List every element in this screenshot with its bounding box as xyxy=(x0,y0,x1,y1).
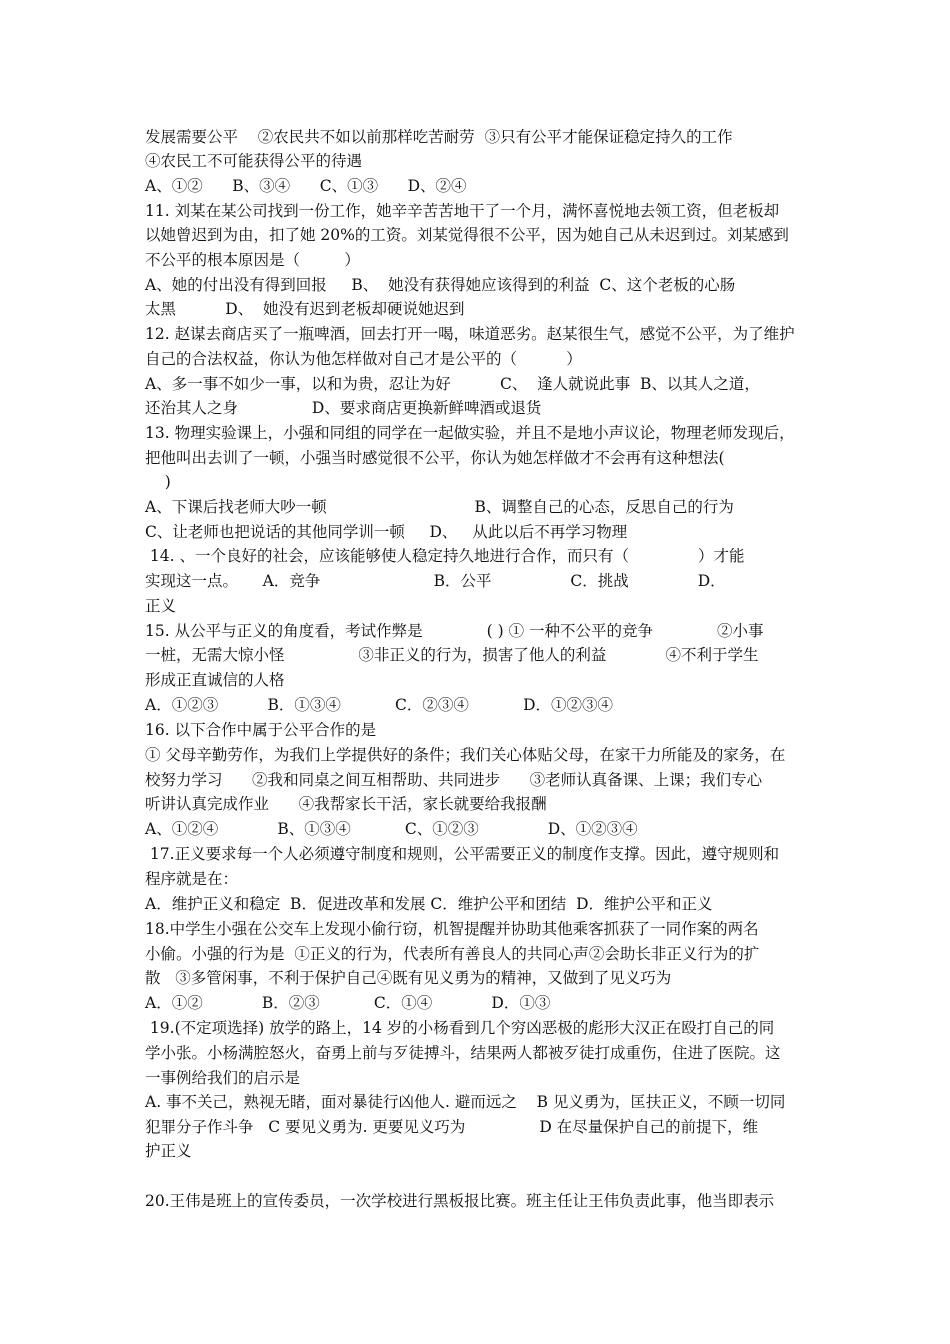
text-line: A、她的付出没有得到回报 B、 她没有获得她应该得到的利益 C、这个老板的心肠 xyxy=(145,276,736,294)
text-line: 以她曾迟到为由，扣了她 20%的工资。刘某觉得很不公平，因为她自己从未迟到过。刘某感到 xyxy=(145,226,789,244)
text-line: 学小张。小杨满腔怒火，奋勇上前与歹徒搏斗，结果两人都被歹徒打成重伤，住进了医院。这 xyxy=(145,1044,781,1062)
text-line: 11. 刘某在某公司找到一份工作，她辛辛苦苦地干了一个月，满怀喜悦地去领工资，但老板却 xyxy=(145,202,780,220)
text-line: A. 事不关己，熟视无睹，面对暴徒行凶他人. 避而远之 B 见义勇为，匡扶正义，不顾一切同 xyxy=(145,1093,786,1111)
text-line: 散 ③多管闲事，不利于保护自己④既有见义勇为的精神，又做到了见义巧为 xyxy=(145,969,672,987)
text-line: 20.王伟是班上的宣传委员，一次学校进行黑板报比赛。班主任让王伟负责此事，他当即表示 xyxy=(145,1192,775,1210)
text-line: 正义 xyxy=(145,597,177,615)
text-line: A．①② B．②③ C．①④ D．①③ xyxy=(145,994,551,1012)
text-line: C、让老师也把说话的其他同学训一顿 D、 从此以后不再学习物理 xyxy=(145,523,628,541)
text-line: A、下课后找老师大吵一顿 B、调整自己的心态，反思自己的行为 xyxy=(145,498,734,516)
text-line: 12. 赵谋去商店买了一瓶啤酒，回去打开一喝，味道恶劣。赵某很生气，感觉不公平，为了维护 xyxy=(145,325,795,343)
text-line: 护正义 xyxy=(145,1142,192,1160)
text-line: 把他叫出去训了一顿，小强当时感觉很不公平，你认为她怎样做才不会再有这种想法( xyxy=(145,449,725,467)
text-line: 还治其人之身 D、要求商店更换新鲜啤酒或退货 xyxy=(145,399,542,417)
text-line: 一事例给我们的启示是 xyxy=(145,1069,301,1087)
text-line: 校努力学习 ②我和同桌之间互相帮助、共同进步 ③老师认真备课、上课；我们专心 xyxy=(145,771,763,789)
text-line: A、多一事不如少一事，以和为贵，忍让为好 C、 逢人就说此事 B、以其人之道， xyxy=(145,375,760,393)
text-line: 16. 以下合作中属于公平合作的是 xyxy=(145,721,377,739)
text-line: 不公平的根本原因是（ ） xyxy=(145,251,360,269)
text-line: A、①②④ B、①③④ C、①②③ D、①②③④ xyxy=(145,820,638,838)
text-line: A．①②③ B．①③④ C．②③④ D．①②③④ xyxy=(145,696,614,714)
text-line: 太黑 D、 她没有迟到老板却硬说她迟到 xyxy=(145,300,465,318)
text-line: 15. 从公平与正义的角度看，考试作弊是 ( ) ① 一种不公平的竞争 ②小事 xyxy=(145,622,764,640)
text-line: 听讲认真完成作业 ④我帮家长干活，家长就要给我报酬 xyxy=(145,795,547,813)
text-line: 自己的合法权益，你认为他怎样做对自己才是公平的（ ） xyxy=(145,350,582,368)
text-line: 19.(不定项选择) 放学的路上，14 岁的小杨看到几个穷凶恶极的彪形大汉正在殴打自己的同 xyxy=(145,1019,775,1037)
text-line: 18.中学生小强在公交车上发现小偷行窃，机智提醒并协助其他乘客抓获了一同作案的两名 xyxy=(145,920,759,938)
text-line: 14. 、一个良好的社会，应该能够使人稳定持久地进行合作，而只有（ ）才能 xyxy=(145,547,745,565)
text-line: 犯罪分子作斗争 C 要见义勇为. 更要见义巧为 D 在尽量保护自己的前提下，维 xyxy=(145,1118,759,1136)
text-line: 17.正义要求每一个人必须遵守制度和规则，公平需要正义的制度作支撑。因此，遵守规则和 xyxy=(145,845,780,863)
text-line: ) xyxy=(145,473,171,491)
text-line: 实现这一点。 A．竞争 B．公平 C．挑战 D． xyxy=(145,572,726,590)
text-line: ④农民工不可能获得公平的待遇 xyxy=(145,152,363,170)
text-line: A、①② B、③④ C、①③ D、②④ xyxy=(145,177,467,195)
text-line: ① 父母辛勤劳作，为我们上学提供好的条件；我们关心体贴父母，在家干力所能及的家务，在 xyxy=(145,746,786,764)
text-line: 形成正直诚信的人格 xyxy=(145,671,285,689)
text-line: 13. 物理实验课上，小强和同组的同学在一起做实验，并且不是地小声议论，物理老师发现后， xyxy=(145,424,795,442)
text-line: 一桩，无需大惊小怪 ③非正义的行为，损害了他人的利益 ④不利于学生 xyxy=(145,646,759,664)
text-line: A．维护正义和稳定 B．促进改革和发展 C．维护公平和团结 D．维护公平和正义 xyxy=(145,895,713,913)
text-line: 发展需要公平 ②农民共不如以前那样吃苦耐劳 ③只有公平才能保证稳定持久的工作 xyxy=(145,128,733,146)
text-line: 小偷。小强的行为是 ①正义的行为，代表所有善良人的共同心声②会助长非正义行为的扩 xyxy=(145,945,760,963)
text-line: 程序就是在： xyxy=(145,870,239,888)
